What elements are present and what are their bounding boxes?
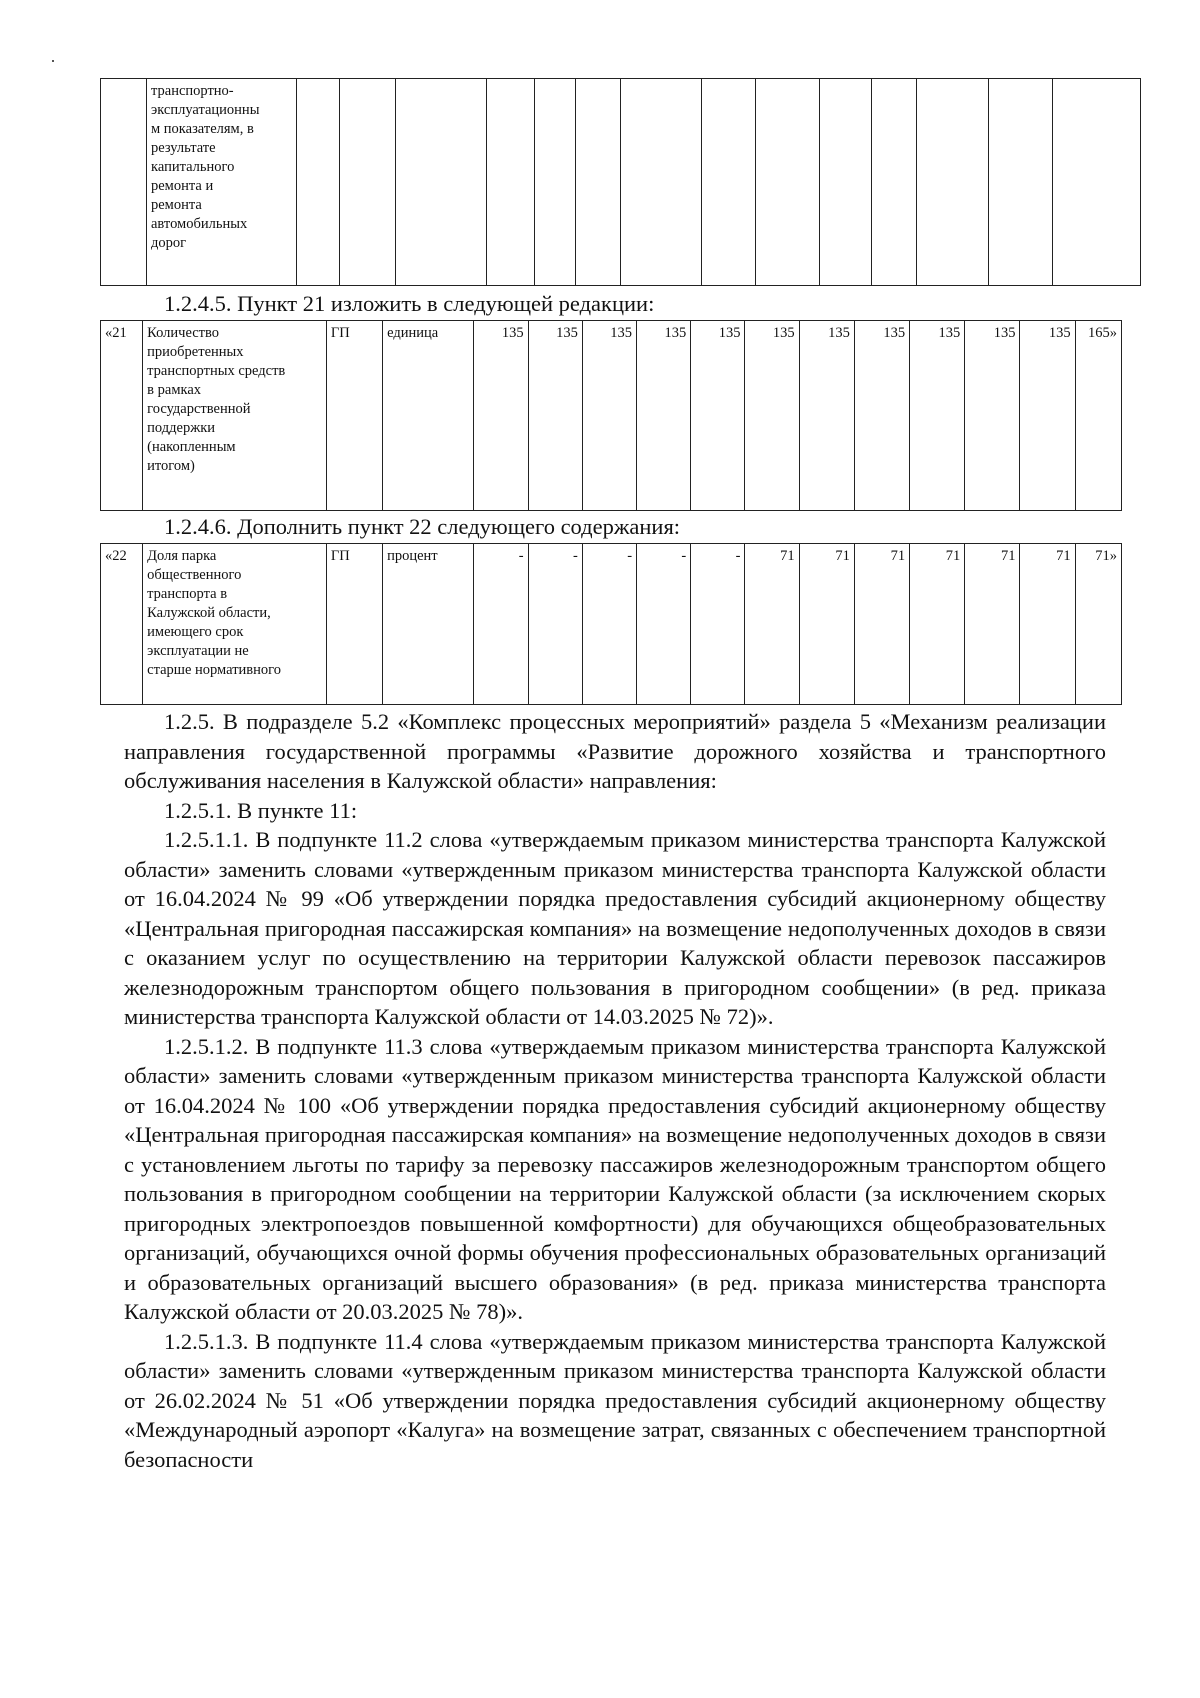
indicator-name: Доля парка общественного транспорта в Калужской области, имеющего срок эксплуатации не старше нормативного: [143, 544, 327, 705]
indicator-name: Количество приобретенных транспортных средств в рамках государственной поддержки (накопленным итогом): [143, 321, 327, 511]
row-number: «21: [101, 321, 143, 511]
cell-blank: [872, 79, 917, 286]
cell-blank: [621, 79, 702, 286]
value-cell: -: [691, 544, 745, 705]
unit-of-measure: процент: [383, 544, 474, 705]
value-cell: 71»: [1075, 544, 1121, 705]
value-cell: 135: [854, 321, 909, 511]
cell-blank: [101, 79, 147, 286]
table-continuation: [100, 78, 1141, 286]
cell-blank: [535, 79, 576, 286]
value-cell: 165»: [1075, 321, 1121, 511]
indicator-name-cell: транспортно- эксплуатационны м показателям, в результате капитального ремонта и ремонта автомобильных дорог: [147, 79, 297, 286]
document-body: [124, 707, 1106, 1474]
value-cell: 71: [854, 544, 909, 705]
heading-item-22: 1.2.4.6. Дополнить пункт 22 следующего содержания:: [164, 514, 681, 539]
paragraph-1-2-5-1-3: 1.2.5.1.3. В подпункте 11.4 слова «утверждаемым приказом министерства транспорта Калужской области» заменить словами «утвержденным приказом министерства транспорта Калужской области от 26.02.2024 № 51 «Об утверждении порядка предоставления субсидий акционерному обществу «Международный аэропорт «Калуга» на возмещение затрат, связанных с обеспечением транспортной безопасности: [124, 1328, 1106, 1472]
value-cell: 135: [965, 321, 1020, 511]
value-cell: -: [528, 544, 582, 705]
cell-blank: [820, 79, 872, 286]
value-cell: 71: [910, 544, 965, 705]
value-cell: 135: [528, 321, 582, 511]
value-cell: 135: [474, 321, 528, 511]
value-cell: 135: [582, 321, 636, 511]
paragraph-1-2-5: 1.2.5. В подразделе 5.2 «Комплекс процессных мероприятий» раздела 5 «Механизм реализации направления государственной программы «Развитие дорожного хозяйства и транспортного обслуживания населения в Калужской области» направления:: [124, 709, 1106, 793]
value-cell: 135: [745, 321, 799, 511]
paragraph-1-2-5-1-2: 1.2.5.1.2. В подпункте 11.3 слова «утверждаемым приказом министерства транспорта Калужской области» заменить словами «утвержденным приказом министерства транспорта Калужской области от 16.04.2024 № 100 «Об утверждении порядка предоставления субсидий акционерному обществу «Центральная пригородная пассажирская компания» на возмещение недополученных доходов в связи с установлением льготы по тарифу за перевозку пассажиров железнодорожным транспортом общего пользования в пригородном сообщении на территории Калужской области (за исключением скорых пригородных электропоездов повышенной комфортности) для обучающихся общеобразовательных организаций, обучающихся очной формы обучения профессиональных образовательных организаций и образовательных организаций высшего образования» (в ред. приказа министерства транспорта Калужской области от 20.03.2025 № 78)».: [124, 1033, 1106, 1324]
value-cell: 71: [745, 544, 799, 705]
cell-blank: [989, 79, 1053, 286]
value-cell: 135: [1020, 321, 1075, 511]
value-cell: 135: [799, 321, 854, 511]
heading-item-21: 1.2.4.5. Пункт 21 изложить в следующей редакции:: [164, 291, 655, 316]
value-cell: 71: [799, 544, 854, 705]
cell-blank: [340, 79, 396, 286]
value-cell: -: [637, 544, 691, 705]
value-cell: -: [474, 544, 528, 705]
paragraph-1-2-5-1: 1.2.5.1. В пункте 11:: [164, 797, 358, 823]
cell-blank: [1053, 79, 1141, 286]
cell-blank: [756, 79, 820, 286]
value-cell: -: [582, 544, 636, 705]
table-row-21: [100, 320, 1122, 511]
scan-speck: [52, 60, 54, 62]
cell-blank: [297, 79, 340, 286]
value-cell: 135: [691, 321, 745, 511]
cell-blank: [702, 79, 756, 286]
cell-blank: [576, 79, 621, 286]
unit-of-measure: единица: [383, 321, 474, 511]
cell-blank: [487, 79, 535, 286]
value-cell: 135: [910, 321, 965, 511]
indicator-type: ГП: [326, 321, 382, 511]
paragraph-1-2-5-1-1: 1.2.5.1.1. В подпункте 11.2 слова «утверждаемым приказом министерства транспорта Калужской области» заменить словами «утвержденным приказом министерства транспорта Калужской области от 16.04.2024 № 99 «Об утверждении порядка предоставления субсидий акционерному обществу «Центральная пригородная пассажирская компания» на возмещение недополученных доходов в связи с оказанием услуг по осуществлению на территории Калужской области перевозок пассажиров железнодорожным транспортом общего пользования в пригородном сообщении» (в ред. приказа министерства транспорта Калужской области от 14.03.2025 № 72)».: [124, 827, 1106, 1029]
cell-blank: [396, 79, 487, 286]
table-row-22: [100, 543, 1122, 705]
value-cell: 135: [637, 321, 691, 511]
value-cell: 71: [965, 544, 1020, 705]
row-number: «22: [101, 544, 143, 705]
indicator-type: ГП: [326, 544, 382, 705]
cell-blank: [917, 79, 989, 286]
value-cell: 71: [1020, 544, 1075, 705]
